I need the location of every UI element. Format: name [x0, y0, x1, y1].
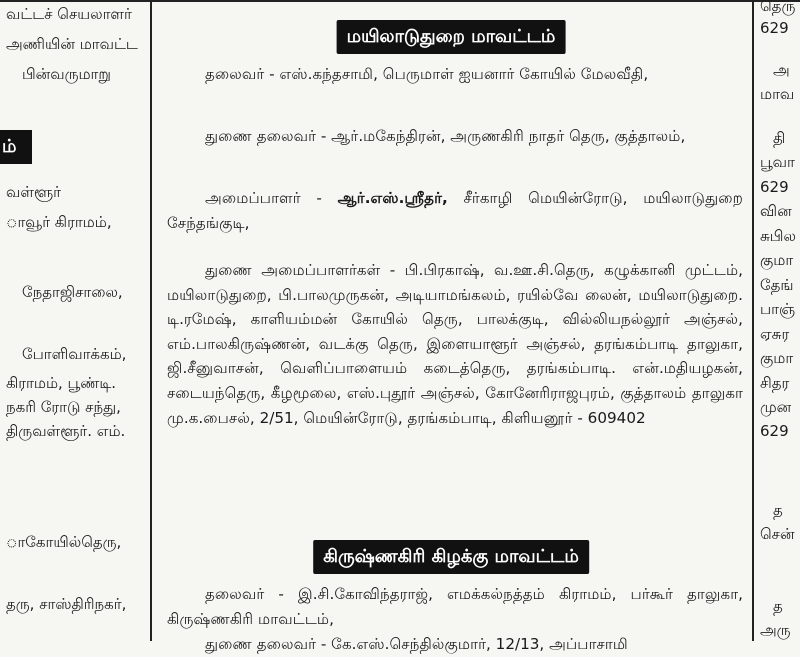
section-heading: மயிலாடுதுறை மாவட்டம்: [337, 20, 566, 54]
right-line: பாஞ்: [760, 300, 796, 318]
section-heading: கிருஷ்ணகிரி கிழக்கு மாவட்டம்: [313, 540, 589, 574]
left-heading-fragment: ம்: [0, 130, 32, 164]
right-line: 629: [760, 422, 789, 440]
right-line: அரு: [760, 621, 791, 639]
right-column: [755, 0, 800, 641]
right-line: அ: [773, 61, 790, 79]
left-line: ாகோயில்தெரு,: [6, 533, 122, 551]
vice-president-entry: துணை தலைவர் - கே.எஸ்.செந்தில்குமார், 12/13, அப்பாசாமி: [205, 635, 628, 653]
left-line: வள்ளூர்: [6, 183, 62, 201]
left-line: திருவள்ளூர். எம்.: [6, 422, 126, 440]
left-line: நகரி ரோடு சந்து,: [6, 398, 121, 416]
organizer-name: ஆர்.எஸ்.ஸ்ரீதர்,: [337, 189, 448, 207]
main-column: [153, 0, 749, 653]
right-line: தெரு: [760, 0, 796, 15]
right-line: சென்: [760, 525, 795, 543]
organizer-entry: [167, 186, 743, 235]
left-line: வட்டச் செயலாளர்: [6, 5, 132, 23]
right-line: மாவ: [760, 85, 795, 103]
right-line: தி: [773, 129, 786, 147]
right-line: த: [773, 597, 783, 615]
deputy-organizers-entry: துணை அமைப்பாளர்கள் - பி.பிரகாஷ், வ.ஊ.சி.தெரு, கழுக்கானி முட்டம், மயிலாடுதுறை, பி.பாலமுருகன், அடியாமங்கலம், ரயில்வே லைன், மயிலாடுதுறை. டி.ரமேஷ், காளியம்மன் கோயில் தெரு, பாலக்குடி, வில்லியநல்லூர் அஞ்சல், எம்.பாலகிருஷ்ணன், வடக்கு தெரு, இளையாளூர் அஞ்சல், தரங்கம்பாடி தாலுகா, ஜி.சீனுவாசன், வெளிப்பாளையம் கடைத்தெரு, தரங்கம்பாடி. என்.மதியழகன், சடையந்தெரு, கீழமூலை, எஸ்.புதூர் அஞ்சல், கோனேரிராஜபுரம், குத்தாலம் தாலுகா மு.க.பைசல், 2/51, மெயின்ரோடு, தரங்கம்பாடி, கிளியனூர் - 609402: [167, 261, 743, 427]
left-line: பின்வருமாறு: [22, 65, 111, 83]
right-line: 629: [760, 178, 789, 196]
organizer-address: சீர்காழி மெயின்ரோடு, மயிலாடுதுறை சேந்தங்குடி,: [167, 189, 743, 232]
right-line: முன: [760, 398, 792, 416]
organizer-label: அமைப்பாளர் -: [205, 189, 338, 207]
right-line: குமா: [760, 251, 794, 269]
right-line: பூவா: [760, 153, 795, 171]
right-line: வின: [760, 202, 792, 220]
right-line: 629: [760, 19, 789, 37]
left-line: போளிவாக்கம்,: [22, 345, 127, 363]
left-line: நேதாஜிசாலை,: [22, 283, 123, 301]
right-line: த: [773, 501, 783, 519]
left-line: அணியின் மாவட்ட: [6, 35, 138, 53]
right-line: தேங்: [760, 276, 794, 294]
right-line: குமா: [760, 349, 794, 367]
left-column: [0, 0, 148, 641]
left-line: கிராமம், பூண்டி.: [6, 374, 117, 392]
column-divider: [752, 0, 754, 641]
left-line: ாவூர் கிராமம்,: [6, 213, 112, 231]
column-divider: [150, 0, 152, 641]
right-line: ஏசுர: [760, 325, 790, 343]
right-line: சுபில: [760, 227, 796, 245]
president-entry: தலைவர் - இ.சி.கோவிந்தராஜ், எமக்கல்நத்தம் கிராமம், பர்கூர் தாலுகா, கிருஷ்ணகிரி மாவட்டம்,: [167, 585, 743, 628]
president-entry: தலைவர் - எஸ்.கந்தசாமி, பெருமாள் ஐயனார் கோயில் மேலவீதி,: [205, 65, 649, 83]
vice-president-entry: துணை தலைவர் - ஆர்.மகேந்திரன், அருணகிரி நாதர் தெரு, குத்தாலம்,: [205, 127, 686, 145]
left-line: தரு, சாஸ்திரிநகர்,: [6, 595, 127, 613]
right-line: சிதர: [760, 374, 790, 392]
